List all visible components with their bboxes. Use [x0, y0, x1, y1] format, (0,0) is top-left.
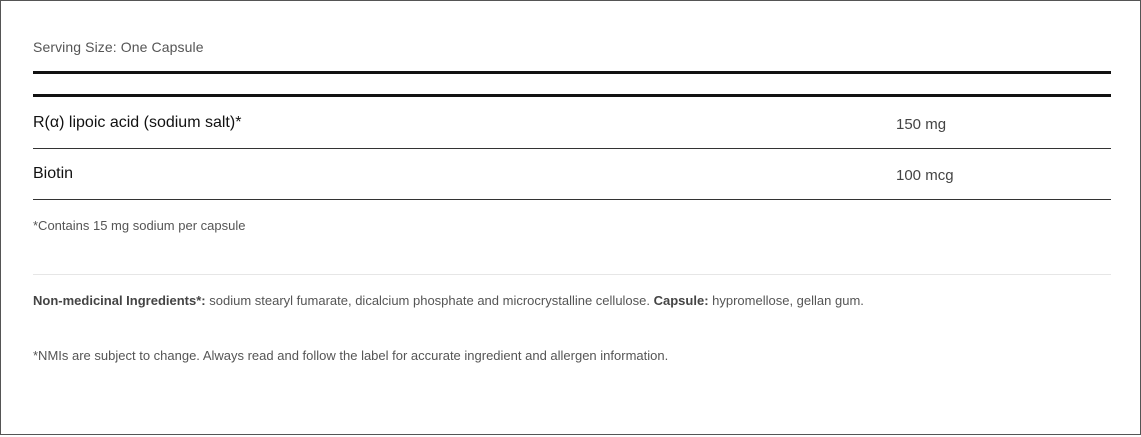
sodium-footnote: *Contains 15 mg sodium per capsule [33, 218, 246, 233]
non-medicinal-ingredients [33, 293, 864, 308]
divider [33, 274, 1111, 275]
non-medicinal-text: sodium stearyl fumarate, dicalcium phosphate and microcrystalline cellulose. [205, 293, 654, 308]
ingredient-amount: 150 mg [896, 116, 947, 133]
capsule-label: Capsule: [653, 293, 709, 308]
capsule-text: hypromellose, gellan gum. [708, 293, 864, 308]
ingredient-name: R(α) lipoic acid (sodium salt)* [33, 114, 242, 131]
ingredient-name: Biotin [33, 165, 74, 182]
ingredient-row [33, 97, 1111, 148]
divider [33, 71, 1111, 74]
nmi-disclaimer: *NMIs are subject to change. Always read and follow the label for accurate ingredient and allergen information. [33, 348, 669, 363]
divider [33, 199, 1111, 200]
ingredient-amount: 100 mcg [896, 167, 954, 184]
serving-size: Serving Size: One Capsule [33, 39, 204, 55]
ingredient-row [33, 148, 1111, 199]
non-medicinal-label: Non-medicinal Ingredients*: [33, 293, 206, 308]
